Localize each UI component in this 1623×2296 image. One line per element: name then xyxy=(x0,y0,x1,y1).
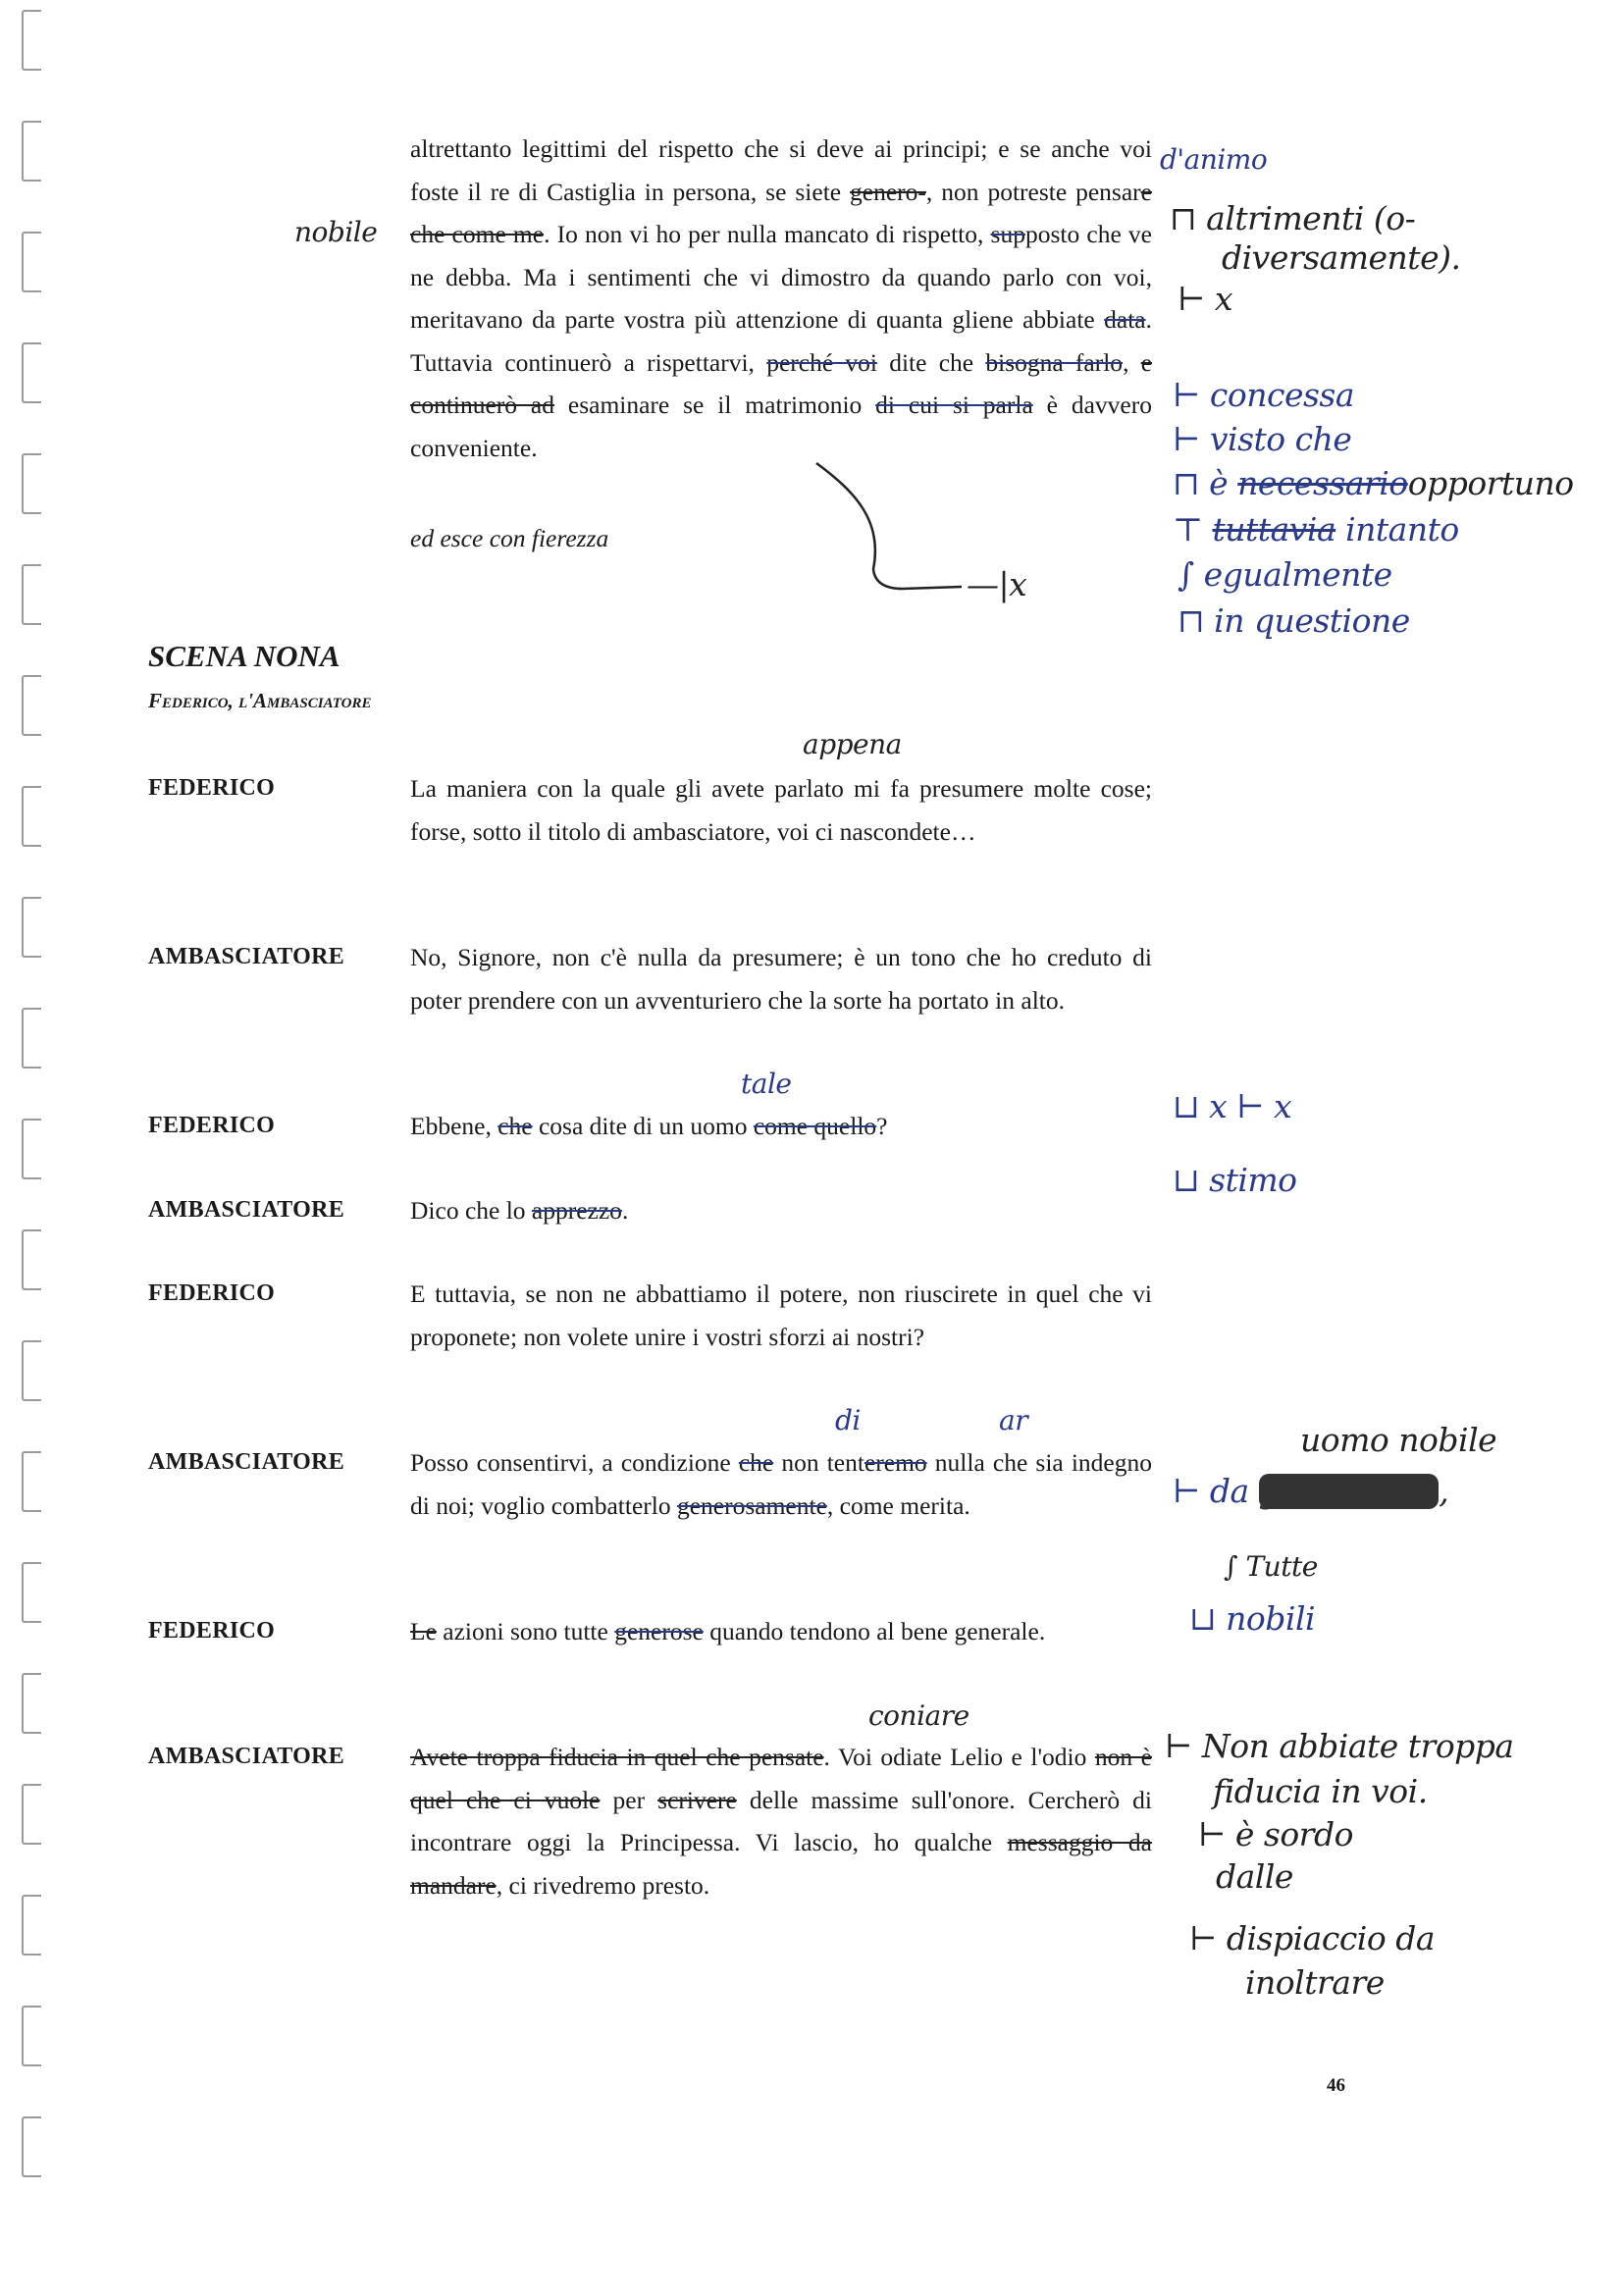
struck-text: che xyxy=(497,1112,533,1140)
annotation-opportuno-word: opportuno xyxy=(1407,464,1574,502)
text-segment: , come merita. xyxy=(826,1490,970,1520)
binder-hole xyxy=(22,121,41,182)
text-segment: dite che xyxy=(876,347,986,377)
annotation-dalle: dalle xyxy=(1216,1857,1293,1896)
text-segment: , ci rivedremo presto. xyxy=(496,1870,710,1900)
text-segment: , xyxy=(1123,347,1141,377)
stage-direction: ed esce con fierezza xyxy=(410,524,609,552)
text-segment: cosa dite di un uomo xyxy=(532,1112,754,1140)
binder-hole xyxy=(22,564,41,625)
annotation-appena: appena xyxy=(803,728,902,760)
binder-hole xyxy=(22,1784,41,1845)
speaker-name: AMBASCIATORE xyxy=(148,1449,345,1475)
binder-hole xyxy=(22,786,41,847)
annotation-t: ⊤ xyxy=(1173,510,1213,548)
text-segment: è davvero conveniente. xyxy=(410,391,1152,462)
speaker-name: AMBASCIATORE xyxy=(148,1744,345,1769)
top-passage xyxy=(410,128,1152,469)
annotation-gentiluomo-scribbled: gentiluomo xyxy=(1258,1472,1440,1510)
text-segment: posto che ve ne debba. Ma i sentimenti che vi dimostro da quando parlo con voi, meritavano da parte vostra più attenzione di quanta gliene abbiate xyxy=(410,220,1153,334)
annotation-e: ⊓ è xyxy=(1173,464,1238,502)
speaker-name: FEDERICO xyxy=(148,1280,276,1306)
binder-hole xyxy=(22,1229,41,1290)
struck-text: generosamente xyxy=(676,1490,827,1520)
speaker-name: AMBASCIATORE xyxy=(148,1197,345,1223)
struck-text: messaggio da mandare xyxy=(410,1828,1152,1900)
text-segment: esaminare se il matrimonio xyxy=(554,391,876,419)
annotation-nobili: ⊔ nobili xyxy=(1189,1599,1316,1638)
text-segment: nulla che sia indegno di noi; voglio combatterlo xyxy=(410,1448,1152,1520)
annotation-sordo: ⊢ è sordo xyxy=(1198,1815,1353,1853)
annotation-intanto-word: intanto xyxy=(1335,510,1459,548)
struck-text: genero- xyxy=(850,177,926,206)
annotation-necessario-struck: necessario xyxy=(1237,464,1408,502)
struck-text: perché voi xyxy=(766,347,877,377)
annotation-dispiaccio: ⊢ dispiaccio da xyxy=(1189,1919,1436,1957)
binder-hole xyxy=(22,342,41,403)
text-segment: . Voi odiate Lelio e l'odio xyxy=(823,1743,1095,1771)
binder-hole xyxy=(22,1340,41,1401)
dialogue-line xyxy=(410,1441,1152,1527)
annotation-inoltrare: inoltrare xyxy=(1245,1963,1385,2002)
struck-text: Avete troppa fiducia in quel che pensate xyxy=(410,1743,824,1771)
struck-text: generose xyxy=(614,1617,704,1645)
annotation-intanto xyxy=(1173,512,1459,548)
annotation-stimo: ⊔ stimo xyxy=(1173,1161,1297,1199)
text-segment: Dico che lo xyxy=(410,1196,532,1225)
text-segment: Ebbene, xyxy=(410,1112,498,1140)
text-segment: . xyxy=(621,1196,629,1225)
text-segment: ? xyxy=(876,1112,888,1140)
text-segment: . Io non vi ho per nulla mancato di rispetto, xyxy=(544,220,991,248)
annotation-nobile: nobile xyxy=(294,216,378,248)
struck-text: di cui si parla xyxy=(875,391,1033,419)
text-segment: Posso consentirvi, a condizione xyxy=(410,1448,739,1477)
struck-text: eremo xyxy=(864,1448,927,1477)
struck-text: bisogna farlo xyxy=(985,347,1124,377)
annotation-opportuno xyxy=(1173,466,1574,501)
text-segment: parlato mi fa presumere molte cose; forse, sotto il titolo di ambasciatore, voi ci nascondete… xyxy=(410,774,1152,846)
struck-text: non è quel che ci vuole xyxy=(410,1743,1152,1814)
annotation-da: ⊢ da gentiluomo, xyxy=(1173,1472,1449,1510)
annotation-fiducia: fiducia in voi. xyxy=(1213,1772,1428,1810)
struck-text: e continuerò ad xyxy=(410,347,1153,419)
dialogue-line xyxy=(410,1273,1152,1358)
speaker-name: FEDERICO xyxy=(148,775,276,801)
annotation-concessa: ⊢ concessa xyxy=(1173,376,1355,414)
dialogue-line xyxy=(410,767,1152,853)
struck-text: che xyxy=(738,1448,774,1477)
dialogue-line xyxy=(410,1189,1152,1232)
binder-hole xyxy=(22,1562,41,1623)
annotation-altrimenti: ⊓ altrimenti (o- xyxy=(1170,199,1416,237)
annotation-di: di xyxy=(835,1404,861,1436)
annotation-danimo: d'animo xyxy=(1160,143,1268,176)
binder-hole xyxy=(22,1451,41,1512)
binder-hole xyxy=(22,1895,41,1956)
speaker-name: FEDERICO xyxy=(148,1113,276,1138)
annotation-tuttavia-struck: tuttavia xyxy=(1212,510,1336,548)
annotation-non-abbiate: ⊢ Non abbiate troppa xyxy=(1165,1727,1514,1765)
binder-hole xyxy=(22,1008,41,1069)
text-segment: altrettanto legittimi del rispetto che si deve ai principi; e se anche voi foste il re di Castiglia in persona, se siete xyxy=(410,134,1152,206)
binder-hole xyxy=(22,2006,41,2066)
struck-text: Le xyxy=(410,1617,437,1645)
binder-hole xyxy=(22,2116,41,2177)
binder-hole xyxy=(22,10,41,71)
text-segment: azioni sono tutte xyxy=(436,1617,615,1645)
annotation-diversamente: diversamente). xyxy=(1222,238,1461,277)
text-segment: , non potreste pensar xyxy=(925,177,1141,206)
annotation-visto-che: ⊢ visto che xyxy=(1173,420,1352,458)
binder-hole xyxy=(22,232,41,292)
dialogue-line xyxy=(410,1105,1152,1148)
annotation-arrow-x: —|x xyxy=(967,565,1027,603)
binder-hole xyxy=(22,1119,41,1179)
dialogue-line xyxy=(410,1736,1152,1906)
text-segment: non tent xyxy=(773,1448,864,1477)
struck-text: scrivere xyxy=(657,1785,737,1814)
annotation-egualmente: ∫ egualmente xyxy=(1178,555,1392,594)
dialogue-line xyxy=(410,1610,1152,1653)
text-segment: . Tuttavia continuerò a rispettarvi, xyxy=(410,305,1152,377)
binder-hole xyxy=(22,1673,41,1734)
struck-text: come quello xyxy=(753,1112,877,1140)
struck-text: apprezzo xyxy=(531,1196,622,1225)
struck-text: sup xyxy=(990,220,1025,248)
text-segment: No, Signore, non c'è nulla da presumere; è un tono che ho creduto di poter prendere con un avventuriero che la sorte ha portato in alto. xyxy=(410,943,1152,1015)
annotation-ar: ar xyxy=(999,1404,1028,1436)
annotation-tutte: ∫ Tutte xyxy=(1224,1550,1318,1583)
text-segment: per xyxy=(600,1785,658,1814)
text-segment: delle massime sull'onore. Cercherò di incontrare oggi la Principessa. Vi lascio, ho qualche xyxy=(410,1785,1153,1856)
text-segment: quando tendono al bene generale. xyxy=(703,1617,1046,1645)
speaker-name: AMBASCIATORE xyxy=(148,944,345,969)
annotation-x: ⊢ x xyxy=(1178,280,1232,318)
binder-hole xyxy=(22,897,41,958)
annotation-ux-x: ⊔ x ⊢ x xyxy=(1173,1087,1292,1125)
scene-characters: Federico, l'Ambasciatore xyxy=(148,689,372,712)
annotation-da-word: ⊢ da xyxy=(1173,1472,1259,1510)
annotation-coniare: coniare xyxy=(868,1699,969,1732)
speaker-name: FEDERICO xyxy=(148,1618,276,1644)
dialogue-line xyxy=(410,936,1152,1021)
page-number: 46 xyxy=(1327,2075,1345,2096)
text-segment: La maniera con la quale gli avete xyxy=(410,774,775,803)
struck-text: data xyxy=(1104,305,1146,334)
annotation-uomo-nobile: uomo nobile xyxy=(1300,1421,1497,1459)
binder-hole xyxy=(22,453,41,514)
binder-hole xyxy=(22,675,41,736)
annotation-tale: tale xyxy=(741,1068,792,1100)
struck-text: e che come me xyxy=(410,177,1152,248)
annotation-in-questione: ⊓ in questione xyxy=(1178,601,1410,640)
scene-title: SCENA NONA xyxy=(148,639,340,673)
text-segment: E tuttavia, se non ne abbattiamo il potere, non riuscirete in quel che vi proponete; non volete unire i vostri sforzi ai nostri? xyxy=(410,1279,1152,1351)
